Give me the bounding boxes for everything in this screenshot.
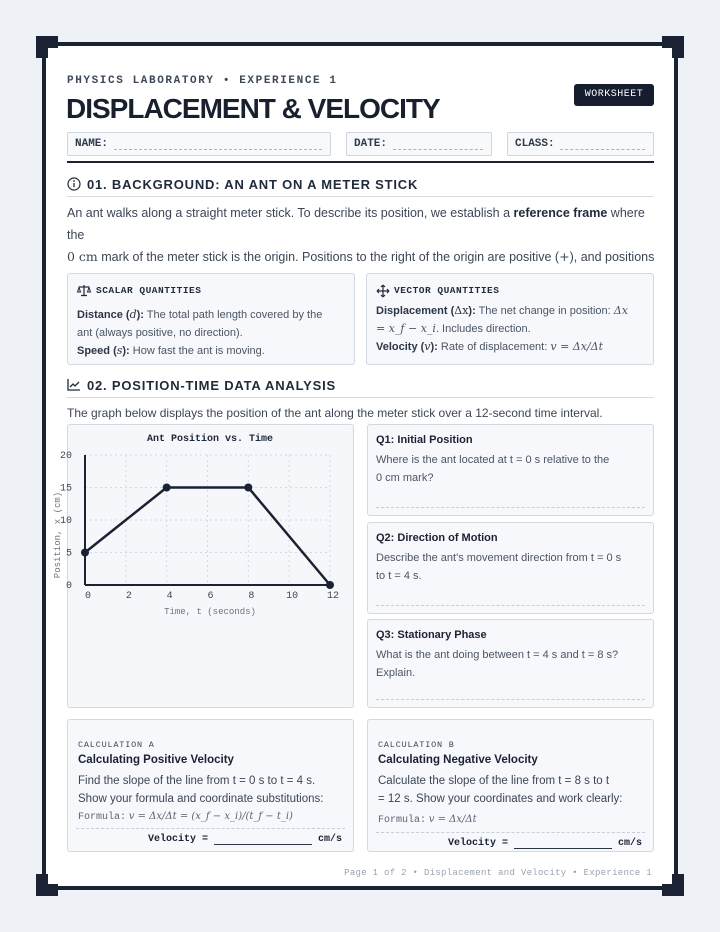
question-1-text: Where is the ant located at t = 0 s relative to the 0 cm mark? [376, 454, 610, 484]
section-2-heading: 02. POSITION-TIME DATA ANALYSIS [87, 378, 336, 393]
answer-line-3[interactable] [376, 699, 645, 700]
question-2-text: Describe the ant's movement direction from t = 0 s to t = 4 s. [376, 552, 622, 582]
scalar-definitions: Distance (d): The total path length covered by the ant (always positive, no direction). Speed (s): How fast the ant is moving. [77, 308, 323, 357]
calculation-b-card [367, 719, 654, 852]
x-tick-label: 0 [84, 591, 92, 602]
chart-grid [85, 455, 330, 585]
data-point [244, 484, 252, 492]
x-tick-label: 6 [207, 591, 214, 602]
calculation-b-formula: Formula: v = Δx/Δt [378, 814, 477, 826]
question-3-text: What is the ant doing between t = 4 s and t = 8 s? Explain. [376, 649, 619, 679]
paragraph-line-1: An ant walks along a straight meter stick. To describe its position, we establish a reference frame where the [67, 206, 645, 242]
name-underline [114, 149, 322, 150]
line-chart-icon [67, 379, 81, 391]
class-label: CLASS: [515, 138, 555, 150]
class-underline [560, 149, 645, 150]
date-underline [393, 149, 483, 150]
info-icon [67, 177, 81, 191]
balance-scale-icon [77, 284, 91, 297]
x-tick-label: 12 [326, 591, 340, 602]
calculation-a-label: CALCULATION A [78, 740, 155, 750]
corner-bracket [662, 36, 684, 58]
x-tick-labels [85, 591, 339, 602]
page-footer: Page 1 of 2 • Displacement and Velocity • Experience 1 [344, 868, 652, 878]
scalar-title: SCALAR QUANTITIES [96, 285, 202, 296]
calculation-b-velocity-label: Velocity = [448, 838, 509, 849]
question-1-title: Q1: Initial Position [376, 434, 473, 446]
question-card-2 [367, 522, 654, 614]
header-divider [67, 161, 654, 163]
calculation-b-rule [376, 832, 645, 833]
question-card-3 [367, 619, 654, 708]
calculation-b-instructions: Calculate the slope of the line from t = 8 s to t = 12 s. Show your coordinates and work clearly: [378, 775, 623, 805]
corner-bracket [36, 874, 58, 896]
x-tick-label: 10 [286, 591, 299, 602]
calculation-b-unit: cm/s [618, 838, 643, 849]
calculation-a-unit: cm/s [318, 834, 343, 845]
name-label: NAME: [75, 138, 109, 150]
vector-quantities-card [366, 273, 654, 365]
calculation-a-velocity-label: Velocity = [148, 834, 209, 845]
worksheet-badge: WORKSHEET [574, 84, 654, 106]
section-1-rule [67, 196, 654, 197]
y-tick-label: 5 [65, 548, 72, 560]
chart-intro: The graph below displays the position of the ant along the meter stick over a 12-second time interval. [67, 406, 603, 420]
corner-bracket [662, 874, 684, 896]
worksheet-page [42, 42, 678, 890]
position-time-chart [53, 425, 353, 707]
paragraph-line-2: 0 cm mark of the meter stick is the origin. Positions to the right of the origin are positive (+), and positions [67, 249, 655, 264]
data-point [163, 484, 171, 492]
corner-bracket [36, 36, 58, 58]
calculation-b-answer-field[interactable] [514, 848, 612, 849]
move-arrows-icon [376, 284, 390, 298]
x-tick-label: 4 [166, 591, 173, 602]
name-field[interactable] [67, 132, 331, 156]
data-point [81, 549, 89, 557]
x-tick-label: 2 [125, 591, 132, 602]
chart-title: Ant Position vs. Time [146, 434, 274, 445]
calculation-a-card [67, 719, 354, 852]
y-tick-label: 15 [59, 483, 72, 495]
vector-title: VECTOR QUANTITIES [394, 285, 500, 296]
y-tick-label: 0 [65, 581, 72, 592]
chart-panel [53, 424, 354, 708]
x-axis-label: Time, t (seconds) [164, 607, 256, 617]
calculation-a-formula: Formula: v = Δx/Δt = (x_f − x_i)/(t_f − t_i) [78, 811, 293, 823]
y-axis-label: Position, x (cm) [53, 491, 63, 579]
question-card-1 [367, 424, 654, 516]
y-tick-label: 10 [59, 516, 72, 527]
date-field[interactable] [346, 132, 492, 156]
calculation-a-answer-field[interactable] [214, 844, 312, 845]
page-title: DISPLACEMENT & VELOCITY [66, 93, 440, 124]
calculation-a-title: Calculating Positive Velocity [78, 754, 234, 766]
class-field[interactable] [507, 132, 654, 156]
page-subtitle: PHYSICS LABORATORY • EXPERIENCE 1 [67, 75, 338, 87]
answer-line-1[interactable] [376, 507, 645, 508]
reference-frame-term: reference frame [513, 206, 608, 220]
question-3-title: Q3: Stationary Phase [376, 629, 487, 641]
calculation-b-title: Calculating Negative Velocity [378, 754, 538, 766]
section-1-heading: 01. BACKGROUND: AN ANT ON A METER STICK [87, 177, 419, 192]
question-2-title: Q2: Direction of Motion [376, 532, 498, 544]
calculation-b-label: CALCULATION B [378, 740, 455, 750]
data-point [326, 581, 334, 589]
x-tick-label: 8 [248, 591, 255, 602]
calculation-a-rule [76, 828, 345, 829]
answer-line-2[interactable] [376, 605, 645, 606]
calculation-a-instructions: Find the slope of the line from t = 0 s to t = 4 s. Show your formula and coordinate substitutions: [78, 775, 324, 805]
date-label: DATE: [354, 138, 388, 150]
scalar-quantities-card [67, 273, 355, 365]
section-2-rule [67, 397, 654, 398]
vector-definitions: Displacement (Δx): The net change in position: Δx = x_f − x_i. Includes direction. Velocity (v): Rate of displacement: v = Δx/Δt [376, 304, 628, 353]
y-tick-label: 20 [59, 451, 72, 462]
